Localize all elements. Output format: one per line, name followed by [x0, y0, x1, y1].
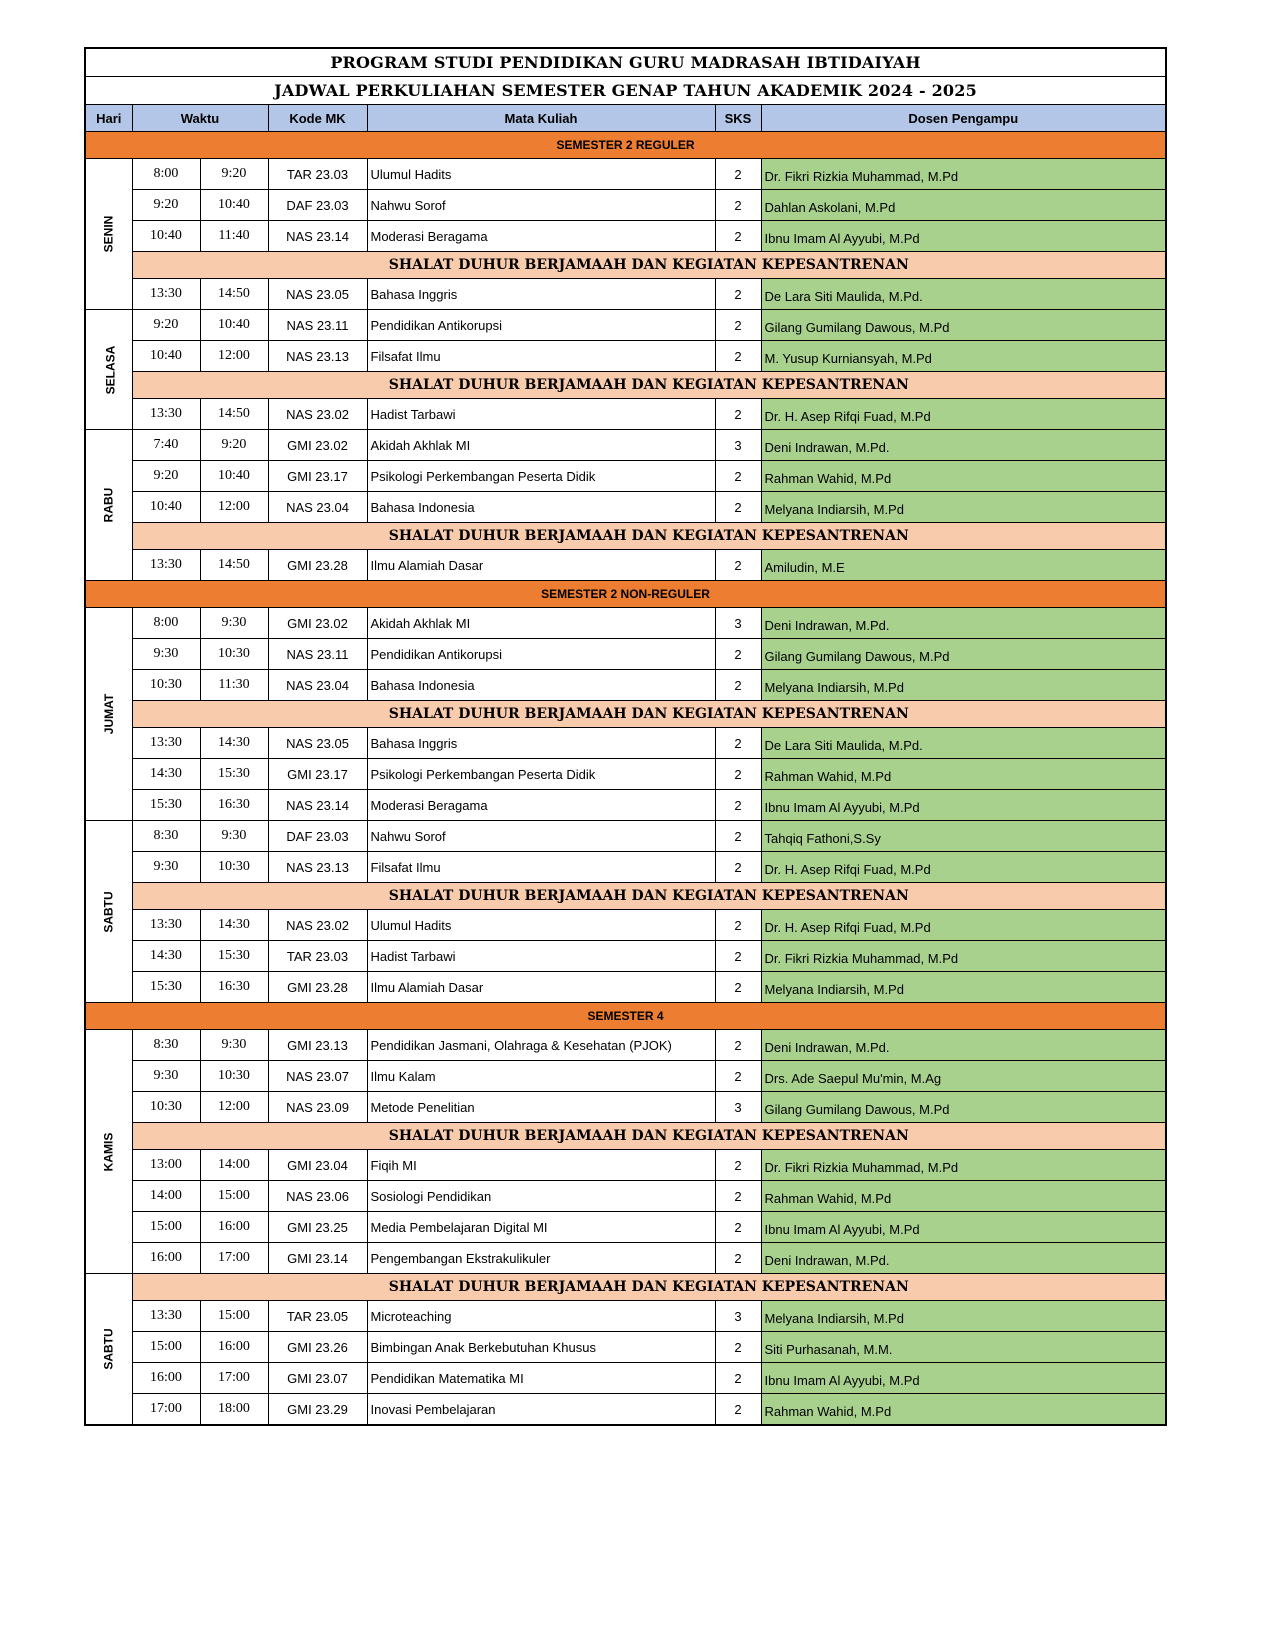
lecturer-name: M. Yusup Kurniansyah, M.Pd	[761, 341, 1166, 372]
table-row	[85, 1061, 1166, 1092]
start-time: 8:00	[132, 608, 200, 639]
table-row	[85, 1030, 1166, 1061]
day-label	[85, 1274, 132, 1426]
course-code: NAS 23.13	[268, 341, 367, 372]
header-sks: SKS	[715, 105, 761, 132]
course-code: NAS 23.05	[268, 279, 367, 310]
course-name: Bahasa Indonesia	[367, 670, 715, 701]
course-code: GMI 23.14	[268, 1243, 367, 1274]
end-time: 10:30	[200, 639, 268, 670]
end-time: 9:30	[200, 821, 268, 852]
shalat-break-label: SHALAT DUHUR BERJAMAAH DAN KEGIATAN KEPESANTRENAN	[132, 523, 1166, 550]
course-sks: 2	[715, 670, 761, 701]
course-sks: 2	[715, 852, 761, 883]
table-row	[85, 1394, 1166, 1426]
day-name: SABTU	[101, 1328, 116, 1370]
course-sks: 2	[715, 341, 761, 372]
semester-row	[85, 132, 1166, 159]
start-time: 16:00	[132, 1363, 200, 1394]
course-code: TAR 23.03	[268, 941, 367, 972]
course-name: Ilmu Kalam	[367, 1061, 715, 1092]
course-sks: 2	[715, 821, 761, 852]
course-name: Hadist Tarbawi	[367, 399, 715, 430]
course-name: Ilmu Alamiah Dasar	[367, 972, 715, 1003]
end-time: 12:00	[200, 341, 268, 372]
end-time: 14:50	[200, 279, 268, 310]
lecturer-name: De Lara Siti Maulida, M.Pd.	[761, 279, 1166, 310]
course-code: NAS 23.11	[268, 639, 367, 670]
schedule-table	[84, 47, 1167, 1426]
end-time: 10:40	[200, 310, 268, 341]
course-code: NAS 23.09	[268, 1092, 367, 1123]
course-sks: 2	[715, 910, 761, 941]
course-sks: 2	[715, 728, 761, 759]
course-code: NAS 23.14	[268, 790, 367, 821]
lecturer-name: Dr. H. Asep Rifqi Fuad, M.Pd	[761, 399, 1166, 430]
lecturer-name: Ibnu Imam Al Ayyubi, M.Pd	[761, 1363, 1166, 1394]
day-name: SABTU	[101, 890, 116, 933]
end-time: 9:20	[200, 159, 268, 190]
table-row	[85, 821, 1166, 852]
start-time: 13:00	[132, 1150, 200, 1181]
lecturer-name: Drs. Ade Saepul Mu'min, M.Ag	[761, 1061, 1166, 1092]
start-time: 8:30	[132, 1030, 200, 1061]
end-time: 11:40	[200, 221, 268, 252]
table-row	[85, 159, 1166, 190]
table-row	[85, 1150, 1166, 1181]
table-row	[85, 972, 1166, 1003]
course-name: Psikologi Perkembangan Peserta Didik	[367, 759, 715, 790]
lecturer-name: Deni Indrawan, M.Pd.	[761, 1243, 1166, 1274]
lecturer-name: Melyana Indiarsih, M.Pd	[761, 972, 1166, 1003]
course-name: Psikologi Perkembangan Peserta Didik	[367, 461, 715, 492]
lecturer-name: Dr. H. Asep Rifqi Fuad, M.Pd	[761, 910, 1166, 941]
lecturer-name: Dahlan Askolani, M.Pd	[761, 190, 1166, 221]
course-name: Moderasi Beragama	[367, 790, 715, 821]
course-sks: 2	[715, 790, 761, 821]
end-time: 10:30	[200, 852, 268, 883]
course-code: GMI 23.02	[268, 430, 367, 461]
end-time: 14:00	[200, 1150, 268, 1181]
start-time: 7:40	[132, 430, 200, 461]
start-time: 9:20	[132, 461, 200, 492]
lecturer-name: Tahqiq Fathoni,S.Sy	[761, 821, 1166, 852]
program-title: PROGRAM STUDI PENDIDIKAN GURU MADRASAH IBTIDAIYAH	[85, 48, 1166, 77]
start-time: 10:40	[132, 221, 200, 252]
lecturer-name: Ibnu Imam Al Ayyubi, M.Pd	[761, 1212, 1166, 1243]
table-row	[85, 1332, 1166, 1363]
start-time: 13:30	[132, 399, 200, 430]
course-name: Moderasi Beragama	[367, 221, 715, 252]
course-sks: 2	[715, 639, 761, 670]
schedule-body	[85, 132, 1166, 1426]
start-time: 10:40	[132, 492, 200, 523]
end-time: 9:20	[200, 430, 268, 461]
course-sks: 2	[715, 159, 761, 190]
lecturer-name: Gilang Gumilang Dawous, M.Pd	[761, 639, 1166, 670]
lecturer-name: De Lara Siti Maulida, M.Pd.	[761, 728, 1166, 759]
start-time: 14:00	[132, 1181, 200, 1212]
start-time: 13:30	[132, 1301, 200, 1332]
lecturer-name: Gilang Gumilang Dawous, M.Pd	[761, 310, 1166, 341]
start-time: 10:30	[132, 670, 200, 701]
table-row	[85, 399, 1166, 430]
course-name: Pendidikan Jasmani, Olahraga & Kesehatan (PJOK)	[367, 1030, 715, 1061]
table-row	[85, 941, 1166, 972]
end-time: 18:00	[200, 1394, 268, 1426]
course-sks: 2	[715, 1243, 761, 1274]
table-row	[85, 1243, 1166, 1274]
table-row	[85, 1181, 1166, 1212]
start-time: 9:30	[132, 639, 200, 670]
course-name: Bahasa Indonesia	[367, 492, 715, 523]
course-sks: 2	[715, 221, 761, 252]
day-name: RABU	[101, 487, 116, 523]
day-label	[85, 608, 132, 821]
start-time: 8:00	[132, 159, 200, 190]
course-name: Nahwu Sorof	[367, 821, 715, 852]
day-label	[85, 430, 132, 581]
semester-label: SEMESTER 2 NON-REGULER	[85, 581, 1166, 608]
course-sks: 2	[715, 1394, 761, 1426]
day-name: KAMIS	[101, 1132, 116, 1171]
course-name: Pendidikan Antikorupsi	[367, 310, 715, 341]
end-time: 15:00	[200, 1181, 268, 1212]
shalat-break-label: SHALAT DUHUR BERJAMAAH DAN KEGIATAN KEPESANTRENAN	[132, 1274, 1166, 1301]
lecturer-name: Ibnu Imam Al Ayyubi, M.Pd	[761, 221, 1166, 252]
table-row	[85, 190, 1166, 221]
course-sks: 2	[715, 1030, 761, 1061]
course-name: Ulumul Hadits	[367, 910, 715, 941]
course-code: GMI 23.29	[268, 1394, 367, 1426]
end-time: 14:50	[200, 399, 268, 430]
course-name: Inovasi Pembelajaran	[367, 1394, 715, 1426]
lecturer-name: Rahman Wahid, M.Pd	[761, 1394, 1166, 1426]
day-name: JUMAT	[101, 693, 116, 735]
shalat-row	[85, 372, 1166, 399]
end-time: 16:30	[200, 790, 268, 821]
shalat-row	[85, 1123, 1166, 1150]
course-name: Bahasa Inggris	[367, 728, 715, 759]
table-row	[85, 430, 1166, 461]
start-time: 8:30	[132, 821, 200, 852]
end-time: 10:30	[200, 1061, 268, 1092]
course-code: NAS 23.02	[268, 910, 367, 941]
start-time: 15:00	[132, 1212, 200, 1243]
lecturer-name: Ibnu Imam Al Ayyubi, M.Pd	[761, 790, 1166, 821]
table-row	[85, 670, 1166, 701]
title-row-1	[85, 48, 1166, 77]
table-row	[85, 728, 1166, 759]
shalat-row	[85, 252, 1166, 279]
course-code: GMI 23.04	[268, 1150, 367, 1181]
course-sks: 2	[715, 190, 761, 221]
course-name: Pendidikan Matematika MI	[367, 1363, 715, 1394]
course-sks: 2	[715, 941, 761, 972]
semester-label: SEMESTER 2 REGULER	[85, 132, 1166, 159]
course-name: Bahasa Inggris	[367, 279, 715, 310]
course-code: NAS 23.02	[268, 399, 367, 430]
course-sks: 2	[715, 399, 761, 430]
day-name: SENIN	[101, 215, 116, 253]
lecturer-name: Melyana Indiarsih, M.Pd	[761, 492, 1166, 523]
table-row	[85, 492, 1166, 523]
course-code: DAF 23.03	[268, 821, 367, 852]
course-sks: 3	[715, 608, 761, 639]
lecturer-name: Melyana Indiarsih, M.Pd	[761, 670, 1166, 701]
course-code: NAS 23.14	[268, 221, 367, 252]
start-time: 15:30	[132, 790, 200, 821]
shalat-break-label: SHALAT DUHUR BERJAMAAH DAN KEGIATAN KEPESANTRENAN	[132, 1123, 1166, 1150]
lecturer-name: Deni Indrawan, M.Pd.	[761, 430, 1166, 461]
table-row	[85, 790, 1166, 821]
end-time: 9:30	[200, 608, 268, 639]
lecturer-name: Amiludin, M.E	[761, 550, 1166, 581]
course-code: GMI 23.28	[268, 972, 367, 1003]
course-sks: 3	[715, 1301, 761, 1332]
end-time: 14:30	[200, 910, 268, 941]
end-time: 15:00	[200, 1301, 268, 1332]
course-name: Pengembangan Ekstrakulikuler	[367, 1243, 715, 1274]
shalat-row	[85, 701, 1166, 728]
course-code: NAS 23.07	[268, 1061, 367, 1092]
course-code: GMI 23.25	[268, 1212, 367, 1243]
course-name: Fiqih MI	[367, 1150, 715, 1181]
course-sks: 2	[715, 461, 761, 492]
end-time: 9:30	[200, 1030, 268, 1061]
course-code: NAS 23.13	[268, 852, 367, 883]
course-name: Akidah Akhlak MI	[367, 430, 715, 461]
course-name: Metode Penelitian	[367, 1092, 715, 1123]
course-sks: 2	[715, 759, 761, 790]
start-time: 17:00	[132, 1394, 200, 1426]
table-row	[85, 279, 1166, 310]
course-code: GMI 23.07	[268, 1363, 367, 1394]
lecturer-name: Siti Purhasanah, M.M.	[761, 1332, 1166, 1363]
table-row	[85, 759, 1166, 790]
start-time: 13:30	[132, 550, 200, 581]
course-code: NAS 23.11	[268, 310, 367, 341]
table-row	[85, 1363, 1166, 1394]
course-sks: 3	[715, 1092, 761, 1123]
course-sks: 2	[715, 972, 761, 1003]
course-sks: 3	[715, 430, 761, 461]
course-code: GMI 23.28	[268, 550, 367, 581]
lecturer-name: Melyana Indiarsih, M.Pd	[761, 1301, 1166, 1332]
table-row	[85, 608, 1166, 639]
course-sks: 2	[715, 1363, 761, 1394]
end-time: 11:30	[200, 670, 268, 701]
day-label	[85, 310, 132, 430]
day-label	[85, 1030, 132, 1274]
lecturer-name: Deni Indrawan, M.Pd.	[761, 608, 1166, 639]
lecturer-name: Deni Indrawan, M.Pd.	[761, 1030, 1166, 1061]
table-row	[85, 550, 1166, 581]
header-kode-mk: Kode MK	[268, 105, 367, 132]
course-sks: 2	[715, 279, 761, 310]
course-code: NAS 23.06	[268, 1181, 367, 1212]
table-row	[85, 639, 1166, 670]
start-time: 9:30	[132, 852, 200, 883]
course-sks: 2	[715, 1181, 761, 1212]
schedule-title: JADWAL PERKULIAHAN SEMESTER GENAP TAHUN AKADEMIK 2024 - 2025	[85, 77, 1166, 105]
course-code: GMI 23.02	[268, 608, 367, 639]
course-code: NAS 23.05	[268, 728, 367, 759]
course-code: GMI 23.26	[268, 1332, 367, 1363]
start-time: 10:30	[132, 1092, 200, 1123]
course-sks: 2	[715, 492, 761, 523]
table-row	[85, 1212, 1166, 1243]
course-code: NAS 23.04	[268, 492, 367, 523]
course-name: Ilmu Alamiah Dasar	[367, 550, 715, 581]
table-row	[85, 310, 1166, 341]
course-name: Microteaching	[367, 1301, 715, 1332]
shalat-break-label: SHALAT DUHUR BERJAMAAH DAN KEGIATAN KEPESANTRENAN	[132, 701, 1166, 728]
table-row	[85, 910, 1166, 941]
start-time: 16:00	[132, 1243, 200, 1274]
end-time: 16:30	[200, 972, 268, 1003]
course-code: GMI 23.17	[268, 759, 367, 790]
course-code: DAF 23.03	[268, 190, 367, 221]
course-name: Hadist Tarbawi	[367, 941, 715, 972]
shalat-break-label: SHALAT DUHUR BERJAMAAH DAN KEGIATAN KEPESANTRENAN	[132, 883, 1166, 910]
title-row-2	[85, 77, 1166, 105]
start-time: 15:30	[132, 972, 200, 1003]
shalat-row	[85, 523, 1166, 550]
header-mata-kuliah: Mata Kuliah	[367, 105, 715, 132]
course-name: Akidah Akhlak MI	[367, 608, 715, 639]
header-hari: Hari	[85, 105, 132, 132]
course-code: NAS 23.04	[268, 670, 367, 701]
start-time: 9:20	[132, 310, 200, 341]
course-sks: 2	[715, 310, 761, 341]
table-row	[85, 1092, 1166, 1123]
course-name: Filsafat Ilmu	[367, 852, 715, 883]
end-time: 12:00	[200, 1092, 268, 1123]
semester-label: SEMESTER 4	[85, 1003, 1166, 1030]
day-label	[85, 821, 132, 1003]
course-name: Ulumul Hadits	[367, 159, 715, 190]
lecturer-name: Dr. Fikri Rizkia Muhammad, M.Pd	[761, 941, 1166, 972]
course-name: Nahwu Sorof	[367, 190, 715, 221]
lecturer-name: Rahman Wahid, M.Pd	[761, 461, 1166, 492]
start-time: 15:00	[132, 1332, 200, 1363]
table-row	[85, 461, 1166, 492]
lecturer-name: Dr. Fikri Rizkia Muhammad, M.Pd	[761, 1150, 1166, 1181]
end-time: 14:50	[200, 550, 268, 581]
course-name: Filsafat Ilmu	[367, 341, 715, 372]
lecturer-name: Dr. Fikri Rizkia Muhammad, M.Pd	[761, 159, 1166, 190]
lecturer-name: Rahman Wahid, M.Pd	[761, 759, 1166, 790]
header-dosen: Dosen Pengampu	[761, 105, 1166, 132]
lecturer-name: Rahman Wahid, M.Pd	[761, 1181, 1166, 1212]
start-time: 13:30	[132, 279, 200, 310]
table-row	[85, 341, 1166, 372]
end-time: 17:00	[200, 1363, 268, 1394]
day-name: SELASA	[103, 345, 118, 394]
start-time: 9:20	[132, 190, 200, 221]
column-header-row	[85, 105, 1166, 132]
course-sks: 2	[715, 1150, 761, 1181]
day-label	[85, 159, 132, 310]
course-name: Media Pembelajaran Digital MI	[367, 1212, 715, 1243]
table-row	[85, 1301, 1166, 1332]
end-time: 15:30	[200, 941, 268, 972]
start-time: 13:30	[132, 910, 200, 941]
start-time: 10:40	[132, 341, 200, 372]
course-code: TAR 23.03	[268, 159, 367, 190]
lecturer-name: Gilang Gumilang Dawous, M.Pd	[761, 1092, 1166, 1123]
shalat-row	[85, 1274, 1166, 1301]
header-waktu: Waktu	[132, 105, 268, 132]
course-code: GMI 23.13	[268, 1030, 367, 1061]
shalat-break-label: SHALAT DUHUR BERJAMAAH DAN KEGIATAN KEPESANTRENAN	[132, 372, 1166, 399]
lecturer-name: Dr. H. Asep Rifqi Fuad, M.Pd	[761, 852, 1166, 883]
course-name: Sosiologi Pendidikan	[367, 1181, 715, 1212]
course-code: TAR 23.05	[268, 1301, 367, 1332]
semester-row	[85, 581, 1166, 608]
course-sks: 2	[715, 1061, 761, 1092]
start-time: 14:30	[132, 759, 200, 790]
course-code: GMI 23.17	[268, 461, 367, 492]
end-time: 16:00	[200, 1212, 268, 1243]
end-time: 16:00	[200, 1332, 268, 1363]
table-row	[85, 221, 1166, 252]
end-time: 15:30	[200, 759, 268, 790]
end-time: 17:00	[200, 1243, 268, 1274]
course-name: Bimbingan Anak Berkebutuhan Khusus	[367, 1332, 715, 1363]
end-time: 14:30	[200, 728, 268, 759]
course-name: Pendidikan Antikorupsi	[367, 639, 715, 670]
end-time: 12:00	[200, 492, 268, 523]
shalat-break-label: SHALAT DUHUR BERJAMAAH DAN KEGIATAN KEPESANTRENAN	[132, 252, 1166, 279]
start-time: 14:30	[132, 941, 200, 972]
start-time: 13:30	[132, 728, 200, 759]
table-row	[85, 852, 1166, 883]
course-sks: 2	[715, 1332, 761, 1363]
shalat-row	[85, 883, 1166, 910]
start-time: 9:30	[132, 1061, 200, 1092]
course-sks: 2	[715, 550, 761, 581]
end-time: 10:40	[200, 190, 268, 221]
course-sks: 2	[715, 1212, 761, 1243]
semester-row	[85, 1003, 1166, 1030]
end-time: 10:40	[200, 461, 268, 492]
